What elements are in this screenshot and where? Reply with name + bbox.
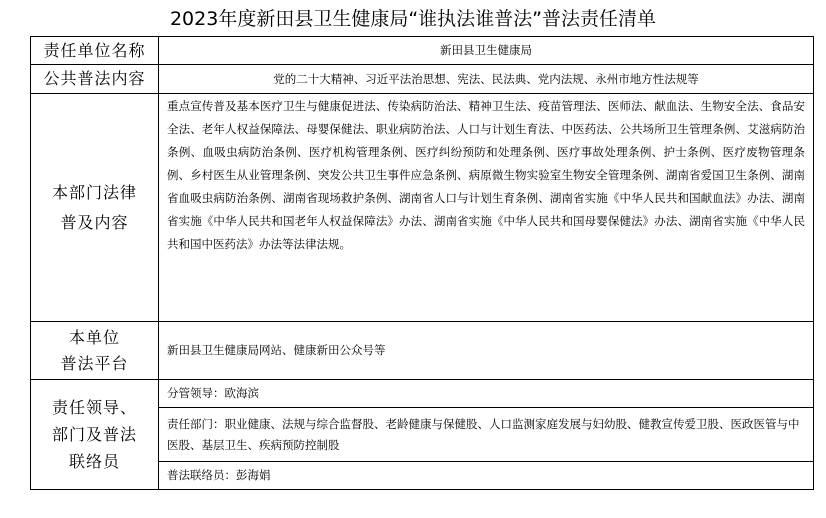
departments-value: 责任部门：职业健康、法规与综合监督股、老龄健康与保健股、人口监测家庭发展与妇幼股、健教宣传爱卫股、医政医管与中医股、基层卫生、疾病预防控制股 <box>159 408 814 462</box>
platform-label-line1: 本单位 <box>68 327 120 347</box>
platform-value: 新田县卫生健康局网站、健康新田公众号等 <box>159 322 814 380</box>
leaders-label-line2: 部门及普法 <box>51 425 137 444</box>
table-row-dept <box>31 94 814 322</box>
liaison-value: 普法联络员：彭海娟 <box>159 462 814 490</box>
leader-value: 分管领导：欧海滨 <box>159 380 814 408</box>
dept-content-label <box>31 94 159 322</box>
table-row-unit <box>31 37 814 65</box>
leaders-label-line3: 联络员 <box>68 452 120 471</box>
leaders-label <box>31 380 159 490</box>
table-row-platform <box>31 322 814 380</box>
public-content-label: 公共普法内容 <box>31 65 159 94</box>
platform-label <box>31 322 159 380</box>
responsibility-table <box>30 36 814 490</box>
dept-content-value: 重点宣传普及基本医疗卫生与健康促进法、传染病防治法、精神卫生法、疫苗管理法、医师法、献血法、生物安全法、食品安全法、老年人权益保障法、母婴保健法、职业病防治法、人口与计划生育法、中医药法、公共场所卫生管理条例、艾滋病防治条例、血吸虫病防治条例、医疗机构管理条例、医疗纠纷预防和处理条例、医疗事故处理条例、护士条例、医疗废物管理条例、乡村医生从业管理条例、突发公共卫生事件应急条例、病原微生物实验室生物安全管理条例、湖南省爱国卫生条例、湖南省血吸虫病防治条例、湖南省现场救护条例、湖南省人口与计划生育条例、湖南省实施《中华人民共和国献血法》办法、湖南省实施《中华人民共和国老年人权益保障法》办法、湖南省实施《中华人民共和国母婴保健法》办法、湖南省实施《中华人民共和国中医药法》办法等法律法规。 <box>159 94 814 322</box>
unit-value: 新田县卫生健康局 <box>159 37 814 65</box>
leaders-label-line1: 责任领导、 <box>51 398 137 417</box>
public-content-value: 党的二十大精神、习近平法治思想、宪法、民法典、党内法规、永州市地方性法规等 <box>159 65 814 94</box>
document-title: 2023年度新田县卫生健康局“谁执法谁普法”普法责任清单 <box>169 8 657 30</box>
unit-label: 责任单位名称 <box>31 37 159 65</box>
dept-label-line2: 普及内容 <box>60 212 129 232</box>
dept-label-line1: 本部门法律 <box>51 182 137 202</box>
platform-label-line2: 普法平台 <box>60 353 129 373</box>
table-row-public <box>31 65 814 94</box>
table-row-leader <box>31 380 814 408</box>
